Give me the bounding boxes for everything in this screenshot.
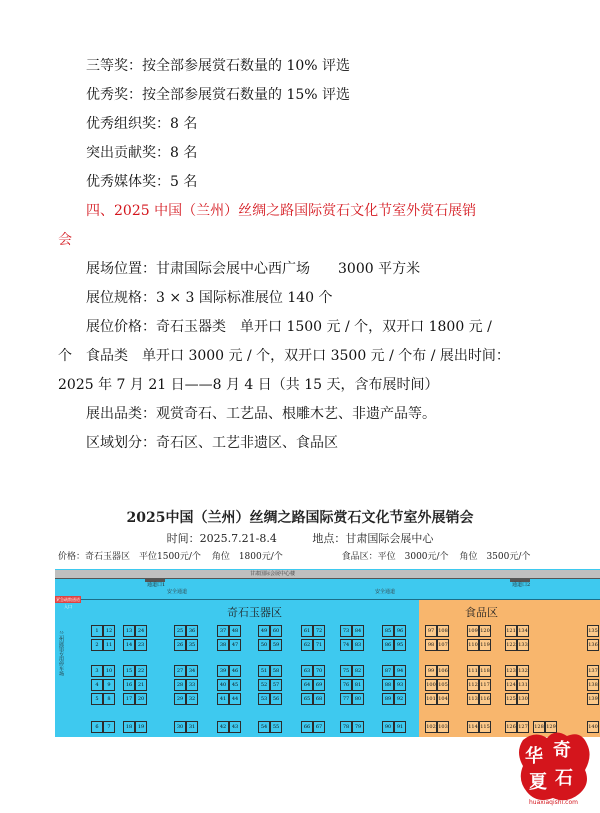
booth[interactable]: 94 xyxy=(394,665,406,677)
booth[interactable]: 73 xyxy=(340,625,352,637)
booth[interactable]: 7 xyxy=(103,721,115,733)
parking-side-label: 兰州展馆专用停车场 xyxy=(58,631,64,676)
booth[interactable]: 6 xyxy=(91,721,103,733)
booth[interactable]: 47 xyxy=(229,639,241,651)
booth[interactable]: 72 xyxy=(313,625,325,637)
price-stone: 价格：奇石玉器区 平位1500元/个 xyxy=(58,552,201,562)
booth[interactable]: 50 xyxy=(258,639,270,651)
booth[interactable]: 130 xyxy=(517,693,529,705)
booth[interactable]: 93 xyxy=(394,679,406,691)
booth[interactable]: 116 xyxy=(479,693,491,705)
booth[interactable]: 44 xyxy=(229,693,241,705)
booth[interactable]: 124 xyxy=(505,679,517,691)
booth[interactable]: 38 xyxy=(217,639,229,651)
zones-line: 区域划分：奇石区、工艺非遗区、食品区 xyxy=(86,435,338,451)
booth[interactable]: 65 xyxy=(301,693,313,705)
booth[interactable]: 76 xyxy=(340,679,352,691)
booth[interactable]: 96 xyxy=(394,625,406,637)
booth[interactable]: 20 xyxy=(135,693,147,705)
booth[interactable]: 80 xyxy=(352,693,364,705)
booth[interactable]: 125 xyxy=(505,693,517,705)
booth[interactable]: 99 xyxy=(425,665,437,677)
booth[interactable]: 13 xyxy=(123,625,135,637)
section-heading: 四、2025 中国（兰州）丝绸之路国际赏石文化节室外赏石展销 xyxy=(86,203,477,219)
zone-food-label: 食品区 xyxy=(465,606,498,619)
booth[interactable]: 114 xyxy=(467,721,479,733)
booth[interactable]: 139 xyxy=(587,693,599,705)
logo-char-hua: 华 xyxy=(525,746,543,767)
booth[interactable]: 14 xyxy=(123,639,135,651)
booth[interactable]: 36 xyxy=(186,625,198,637)
price-line-3: 2025 年 7 月 21 日——8 月 4 日（共 15 天，含布展时间） xyxy=(58,377,439,393)
booth[interactable]: 61 xyxy=(301,625,313,637)
booth[interactable]: 70 xyxy=(313,665,325,677)
booth[interactable]: 12 xyxy=(103,625,115,637)
booth[interactable]: 115 xyxy=(479,721,491,733)
booth[interactable]: 63 xyxy=(301,665,313,677)
booth[interactable]: 40 xyxy=(217,679,229,691)
booth[interactable]: 23 xyxy=(135,639,147,651)
booth[interactable]: 39 xyxy=(217,665,229,677)
booth[interactable]: 8 xyxy=(103,693,115,705)
booth[interactable]: 121 xyxy=(505,625,517,637)
booth[interactable]: 3 xyxy=(91,665,103,677)
booth[interactable]: 18 xyxy=(123,721,135,733)
document-body xyxy=(58,52,578,458)
floor-plan-title: 2025中国（兰州）丝绸之路国际赏石文化节室外展销会 xyxy=(126,510,474,526)
booth[interactable]: 57 xyxy=(270,679,282,691)
booth[interactable]: 110 xyxy=(467,639,479,651)
plan-divider xyxy=(81,599,600,600)
booth[interactable]: 85 xyxy=(382,625,394,637)
booth[interactable]: 88 xyxy=(382,679,394,691)
booth[interactable]: 129 xyxy=(545,721,557,733)
booth[interactable]: 26 xyxy=(174,639,186,651)
booth[interactable]: 105 xyxy=(437,679,449,691)
booth[interactable]: 138 xyxy=(587,679,599,691)
booth[interactable]: 41 xyxy=(217,693,229,705)
booth[interactable]: 89 xyxy=(382,693,394,705)
booth[interactable]: 91 xyxy=(394,721,406,733)
exhibits-line: 展出品类：观赏奇石、工艺品、根雕木艺、非遗产品等。 xyxy=(86,406,436,422)
booth[interactable]: 90 xyxy=(382,721,394,733)
booth[interactable]: 11 xyxy=(103,639,115,651)
booth[interactable]: 101 xyxy=(425,693,437,705)
safety-channel-1: 安全通道 xyxy=(167,589,188,595)
booth[interactable]: 134 xyxy=(517,625,529,637)
price-food-corner: 角位 3500元/个 xyxy=(459,552,531,562)
booth[interactable]: 92 xyxy=(394,693,406,705)
booth[interactable]: 75 xyxy=(340,665,352,677)
booth[interactable]: 59 xyxy=(270,639,282,651)
booth[interactable]: 118 xyxy=(479,665,491,677)
booth[interactable]: 25 xyxy=(174,625,186,637)
booth[interactable]: 87 xyxy=(382,665,394,677)
booth[interactable]: 108 xyxy=(437,625,449,637)
floor-plan-time: 时间：2025.7.21-8.4 xyxy=(166,532,277,545)
booth[interactable]: 46 xyxy=(229,665,241,677)
booth[interactable]: 120 xyxy=(479,625,491,637)
booth[interactable]: 56 xyxy=(270,693,282,705)
booth[interactable]: 52 xyxy=(258,679,270,691)
zone-stone-label: 奇石玉器区 xyxy=(227,606,282,619)
booth[interactable]: 71 xyxy=(313,639,325,651)
logo-char-shi: 石 xyxy=(555,768,573,789)
booth[interactable]: 113 xyxy=(467,693,479,705)
booth[interactable]: 37 xyxy=(217,625,229,637)
booth[interactable]: 53 xyxy=(258,693,270,705)
booth[interactable]: 32 xyxy=(186,693,198,705)
booth[interactable]: 109 xyxy=(467,625,479,637)
booth[interactable]: 82 xyxy=(352,665,364,677)
booth[interactable]: 98 xyxy=(425,639,437,651)
booth[interactable]: 69 xyxy=(313,679,325,691)
logo-char-xia: 夏 xyxy=(529,772,547,793)
logo-url: huaxiaqishi.com xyxy=(529,799,578,806)
booth[interactable]: 4 xyxy=(91,679,103,691)
logo-char-qi: 奇 xyxy=(553,740,571,761)
booth[interactable]: 117 xyxy=(479,679,491,691)
exit-1-label: 通道口1 xyxy=(147,582,166,588)
prize-contribution: 突出贡献奖：8 名 xyxy=(86,145,198,161)
booth[interactable]: 140 xyxy=(587,721,599,733)
safety-channel-2: 安全通道 xyxy=(375,589,396,595)
booth[interactable]: 123 xyxy=(505,665,517,677)
booth[interactable]: 104 xyxy=(437,693,449,705)
booth[interactable]: 22 xyxy=(135,665,147,677)
booth[interactable]: 103 xyxy=(437,721,449,733)
booth[interactable]: 2 xyxy=(91,639,103,651)
prize-organization: 优秀组织奖：8 名 xyxy=(86,116,198,132)
booth[interactable]: 84 xyxy=(352,625,364,637)
booth[interactable]: 16 xyxy=(123,679,135,691)
booth[interactable]: 48 xyxy=(229,625,241,637)
booth[interactable]: 43 xyxy=(229,721,241,733)
booth[interactable]: 119 xyxy=(479,639,491,651)
emergency-entrance-label: 紧急疏散通道入口 xyxy=(56,597,80,609)
booth[interactable]: 9 xyxy=(103,679,115,691)
booth[interactable]: 67 xyxy=(313,721,325,733)
booth[interactable]: 112 xyxy=(467,679,479,691)
booth[interactable]: 111 xyxy=(467,665,479,677)
booth[interactable]: 74 xyxy=(340,639,352,651)
price-food: 食品区：平位 3000元/个 xyxy=(341,552,449,562)
prize-media: 优秀媒体奖：5 名 xyxy=(86,174,198,190)
booth[interactable]: 83 xyxy=(352,639,364,651)
booth[interactable]: 27 xyxy=(174,665,186,677)
booth[interactable]: 106 xyxy=(437,665,449,677)
booth-spec-line: 展位规格：3 × 3 国际标准展位 140 个 xyxy=(86,290,333,306)
booth[interactable]: 133 xyxy=(517,639,529,651)
prize-third: 三等奖：按全部参展赏石数量的 10% 评选 xyxy=(86,58,351,74)
booth[interactable]: 15 xyxy=(123,665,135,677)
booth[interactable]: 95 xyxy=(394,639,406,651)
booth[interactable]: 34 xyxy=(186,665,198,677)
booth[interactable]: 31 xyxy=(186,721,198,733)
booth[interactable]: 64 xyxy=(301,679,313,691)
booth[interactable]: 1 xyxy=(91,625,103,637)
booth[interactable]: 19 xyxy=(135,721,147,733)
booth[interactable]: 97 xyxy=(425,625,437,637)
booth[interactable]: 17 xyxy=(123,693,135,705)
booth[interactable]: 45 xyxy=(229,679,241,691)
price-line-1: 展位价格：奇石玉器类 单开口 1500 元 / 个，双开口 1800 元 / xyxy=(86,319,492,335)
booth[interactable]: 33 xyxy=(186,679,198,691)
booth[interactable]: 86 xyxy=(382,639,394,651)
booth[interactable]: 5 xyxy=(91,693,103,705)
booth[interactable]: 126 xyxy=(505,721,517,733)
booth[interactable]: 128 xyxy=(533,721,545,733)
booth[interactable]: 77 xyxy=(340,693,352,705)
booth[interactable]: 30 xyxy=(174,721,186,733)
section-heading-cont: 会 xyxy=(58,232,72,248)
booth[interactable]: 10 xyxy=(103,665,115,677)
floor-plan-location: 地点：甘肃国际会展中心 xyxy=(312,532,434,545)
venue-line: 展场位置：甘肃国际会展中心西广场 3000 平方米 xyxy=(86,261,421,277)
booth[interactable]: 131 xyxy=(517,679,529,691)
booth[interactable]: 66 xyxy=(301,721,313,733)
booth[interactable]: 135 xyxy=(587,625,599,637)
booth[interactable]: 60 xyxy=(270,625,282,637)
exit-2-label: 通道口2 xyxy=(512,582,531,588)
price-line-2: 个 食品类 单开口 3000 元 / 个，双开口 3500 元 / 个布 / 展出时间： xyxy=(58,348,510,364)
booth[interactable]: 58 xyxy=(270,665,282,677)
booth[interactable]: 54 xyxy=(258,721,270,733)
floor-plan xyxy=(55,569,600,737)
booth[interactable]: 21 xyxy=(135,679,147,691)
booth[interactable]: 35 xyxy=(186,639,198,651)
hall-building-label: 甘肃国际会展中心楼 xyxy=(250,571,296,577)
booth[interactable]: 42 xyxy=(217,721,229,733)
booth[interactable]: 78 xyxy=(340,721,352,733)
booth[interactable]: 29 xyxy=(174,693,186,705)
price-stone-corner: 角位 1800元/个 xyxy=(211,552,283,562)
booth[interactable]: 55 xyxy=(270,721,282,733)
booth[interactable]: 49 xyxy=(258,625,270,637)
booth[interactable]: 137 xyxy=(587,665,599,677)
booth[interactable]: 24 xyxy=(135,625,147,637)
huaxia-qishi-logo xyxy=(515,726,593,808)
prize-excellent: 优秀奖：按全部参展赏石数量的 15% 评选 xyxy=(86,87,351,103)
booth[interactable]: 68 xyxy=(313,693,325,705)
booth[interactable]: 79 xyxy=(352,721,364,733)
floor-plan-prices xyxy=(58,549,538,562)
booth[interactable]: 127 xyxy=(517,721,529,733)
booth[interactable]: 62 xyxy=(301,639,313,651)
floor-plan-subtitle xyxy=(0,530,600,546)
booth[interactable]: 51 xyxy=(258,665,270,677)
booth[interactable]: 28 xyxy=(174,679,186,691)
booth[interactable]: 102 xyxy=(425,721,437,733)
booth[interactable]: 100 xyxy=(425,679,437,691)
booth[interactable]: 132 xyxy=(517,665,529,677)
booth[interactable]: 107 xyxy=(437,639,449,651)
booth[interactable]: 122 xyxy=(505,639,517,651)
booth[interactable]: 136 xyxy=(587,639,599,651)
booth[interactable]: 81 xyxy=(352,679,364,691)
